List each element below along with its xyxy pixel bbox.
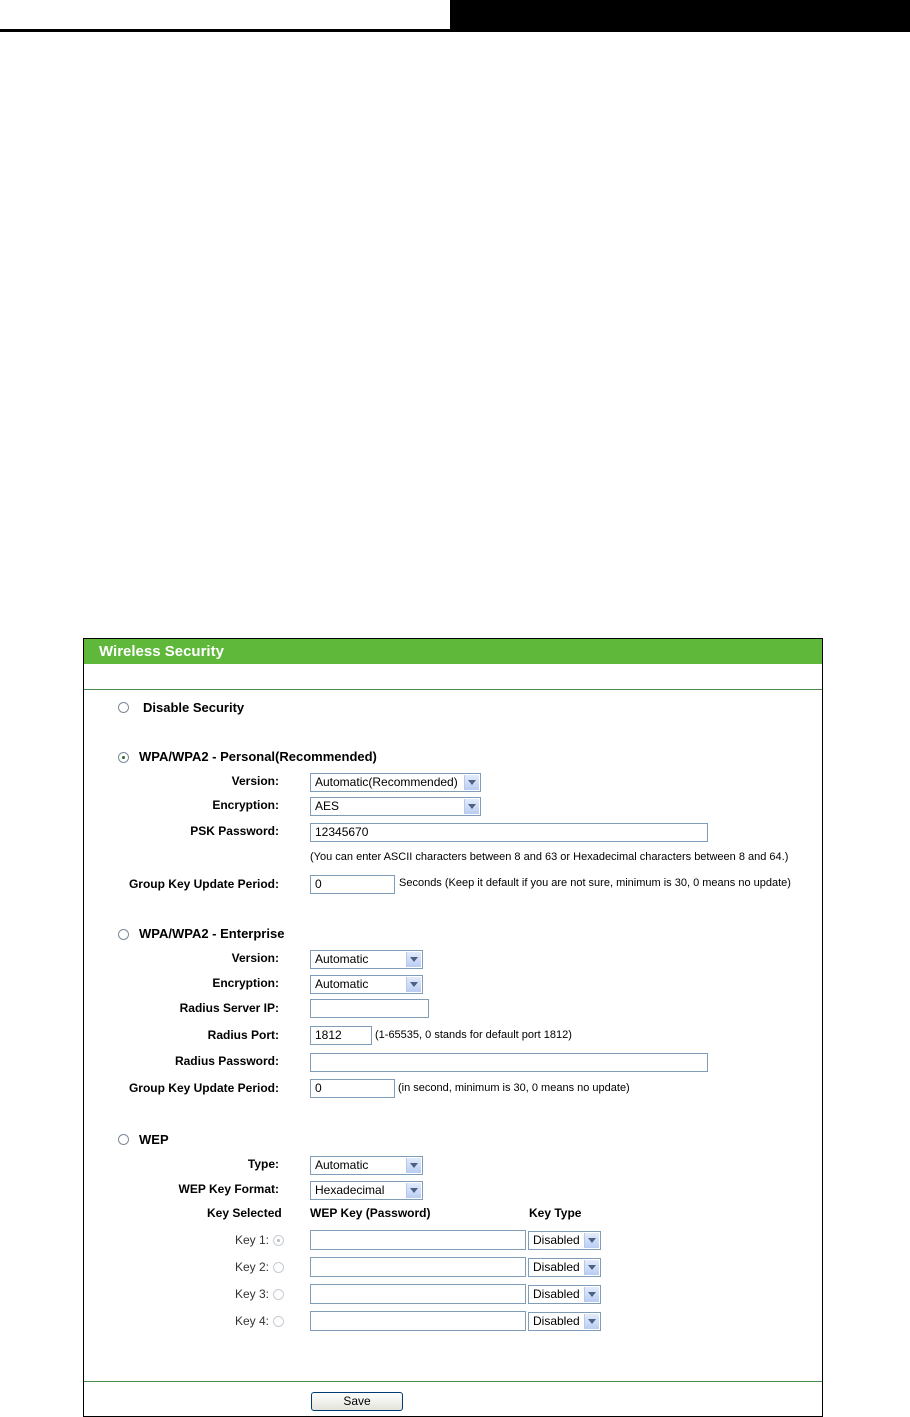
personal-encryption-select[interactable] — [310, 797, 481, 816]
wep-key-label: Key 3: — [235, 1287, 270, 1301]
enterprise-version-select[interactable] — [310, 950, 423, 969]
personal-encryption-label: Encryption: — [212, 798, 279, 812]
enterprise-encryption-label: Encryption: — [212, 976, 279, 990]
chevron-down-icon — [406, 952, 421, 967]
wep-key-type-value: Disabled — [533, 1260, 580, 1274]
top-divider — [84, 689, 822, 690]
wep-key-type-select[interactable] — [528, 1285, 601, 1304]
wpa-enterprise-title: WPA/WPA2 - Enterprise — [139, 926, 285, 941]
personal-encryption-value: AES — [315, 799, 340, 813]
disable-security-label: Disable Security — [143, 700, 245, 715]
chevron-down-icon — [584, 1260, 599, 1275]
col-key-selected: Key Selected — [207, 1206, 282, 1220]
wpa-personal-radio[interactable] — [118, 752, 129, 763]
chevron-down-icon — [464, 799, 479, 814]
wep-key-label: Key 1: — [235, 1233, 270, 1247]
wep-key-radio[interactable] — [273, 1289, 284, 1300]
chevron-down-icon — [584, 1314, 599, 1329]
radius-port-hint: (1-65535, 0 stands for default port 1812) — [375, 1029, 572, 1041]
wep-type-label: Type: — [247, 1157, 279, 1171]
page-header-rule — [0, 29, 450, 32]
wep-key-label: Key 4: — [235, 1314, 270, 1328]
wep-key-label: Key 2: — [235, 1260, 270, 1274]
enterprise-group-key-input[interactable]: 0 — [310, 1079, 395, 1098]
wep-key-type-value: Disabled — [533, 1233, 580, 1247]
chevron-down-icon — [464, 775, 479, 790]
enterprise-version-label: Version: — [231, 951, 279, 965]
psk-password-hint: (You can enter ASCII characters between 8 and 63 or Hexadecimal characters between 8 and 64.) — [310, 851, 789, 863]
radius-port-input[interactable]: 1812 — [310, 1026, 372, 1045]
wep-key-format-label: WEP Key Format: — [178, 1182, 279, 1196]
panel-title: Wireless Security — [84, 639, 822, 664]
chevron-down-icon — [406, 977, 421, 992]
wep-key-type-value: Disabled — [533, 1314, 580, 1328]
wireless-security-panel — [83, 638, 823, 1417]
chevron-down-icon — [406, 1158, 421, 1173]
wep-key-type-value: Disabled — [533, 1287, 580, 1301]
radius-password-label: Radius Password: — [174, 1054, 279, 1068]
page-header-block — [450, 0, 910, 32]
psk-password-label: PSK Password: — [190, 824, 279, 838]
wep-key-type-select[interactable] — [528, 1231, 601, 1250]
bottom-divider — [84, 1381, 822, 1382]
chevron-down-icon — [406, 1183, 421, 1198]
wep-type-select[interactable] — [310, 1156, 423, 1175]
col-wep-key: WEP Key (Password) — [310, 1206, 431, 1220]
wep-key-type-select[interactable] — [528, 1312, 601, 1331]
personal-group-key-label: Group Key Update Period: — [128, 877, 279, 891]
psk-password-input[interactable]: 12345670 — [310, 823, 708, 842]
wpa-enterprise-radio[interactable] — [118, 929, 129, 940]
wep-title: WEP — [139, 1132, 169, 1147]
wep-type-value: Automatic — [315, 1158, 369, 1172]
wep-key-format-select[interactable] — [310, 1181, 423, 1200]
personal-version-value: Automatic(Recommended) — [315, 775, 458, 789]
personal-version-select[interactable] — [310, 773, 481, 792]
disable-security-radio[interactable] — [118, 702, 129, 713]
wep-key-input[interactable] — [310, 1311, 526, 1331]
wep-key-radio[interactable] — [273, 1235, 284, 1246]
wep-key-radio[interactable] — [273, 1262, 284, 1273]
radius-password-input[interactable] — [310, 1053, 708, 1072]
wep-radio[interactable] — [118, 1134, 129, 1145]
wpa-personal-title: WPA/WPA2 - Personal(Recommended) — [139, 749, 377, 764]
enterprise-version-value: Automatic — [315, 952, 369, 966]
enterprise-encryption-select[interactable] — [310, 975, 423, 994]
enterprise-group-key-label: Group Key Update Period: — [128, 1081, 279, 1095]
wep-key-type-select[interactable] — [528, 1258, 601, 1277]
wep-key-input[interactable] — [310, 1257, 526, 1277]
chevron-down-icon — [584, 1233, 599, 1248]
personal-version-label: Version: — [231, 774, 279, 788]
wep-key-radio[interactable] — [273, 1316, 284, 1327]
wep-key-input[interactable] — [310, 1230, 526, 1250]
radius-server-ip-label: Radius Server IP: — [179, 1001, 279, 1015]
enterprise-group-key-hint: (in second, minimum is 30, 0 means no update) — [398, 1082, 630, 1094]
radius-server-ip-input[interactable] — [310, 999, 429, 1018]
enterprise-encryption-value: Automatic — [315, 977, 369, 991]
personal-group-key-input[interactable]: 0 — [310, 875, 395, 894]
wep-key-format-value: Hexadecimal — [315, 1183, 385, 1197]
save-button[interactable]: Save — [311, 1392, 403, 1411]
personal-group-key-hint: Seconds (Keep it default if you are not sure, minimum is 30, 0 means no update) — [399, 877, 791, 889]
chevron-down-icon — [584, 1287, 599, 1302]
radius-port-label: Radius Port: — [207, 1028, 279, 1042]
col-key-type: Key Type — [529, 1206, 582, 1220]
wep-key-input[interactable] — [310, 1284, 526, 1304]
